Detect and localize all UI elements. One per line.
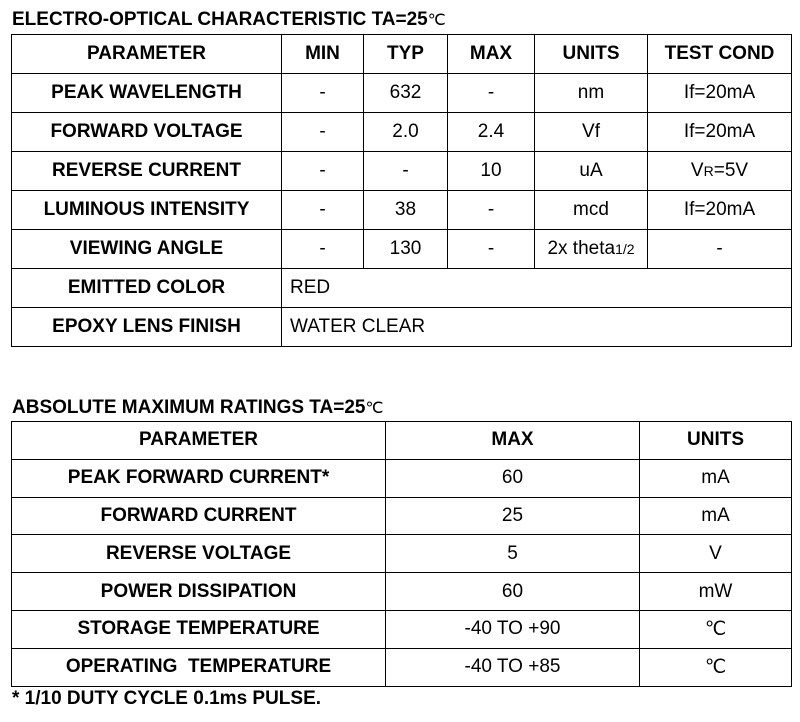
cond-main: V xyxy=(690,160,704,181)
col-header-test-cond: TEST COND xyxy=(648,35,792,74)
footnote: * 1/10 DUTY CYCLE 0.1ms PULSE. xyxy=(12,688,322,709)
table-row xyxy=(12,610,792,648)
table-header-row xyxy=(12,35,792,74)
table-row xyxy=(12,648,792,686)
typ-cell: 632 xyxy=(364,74,448,113)
col-header-units: UNITS xyxy=(535,35,648,74)
param-cell: FORWARD VOLTAGE xyxy=(12,113,282,152)
max-cell: -40 TO +85 xyxy=(386,648,640,686)
electro-optical-table xyxy=(11,34,792,347)
eo-title-text: ELECTRO-OPTICAL CHARACTERISTIC TA=25 xyxy=(12,9,428,30)
col-header-units: UNITS xyxy=(640,422,792,460)
amr-title xyxy=(12,397,383,420)
param-cell: VIEWING ANGLE xyxy=(12,230,282,269)
min-cell: - xyxy=(282,113,364,152)
units-cell xyxy=(535,230,648,269)
col-header-parameter: PARAMETER xyxy=(12,35,282,74)
param-cell: REVERSE CURRENT xyxy=(12,152,282,191)
amr-title-text: ABSOLUTE MAXIMUM RATINGS TA=25 xyxy=(12,397,366,418)
param-cell: PEAK WAVELENGTH xyxy=(12,74,282,113)
table-row xyxy=(12,269,792,308)
units-cell: mA xyxy=(640,459,792,497)
min-cell: - xyxy=(282,74,364,113)
lens-finish-value: WATER CLEAR xyxy=(282,308,792,347)
max-cell: 25 xyxy=(386,497,640,535)
cond-cell: - xyxy=(648,230,792,269)
units-subscript: 1/2 xyxy=(615,241,635,257)
cond-cell xyxy=(648,152,792,191)
emitted-color-value: RED xyxy=(282,269,792,308)
typ-cell: 130 xyxy=(364,230,448,269)
max-cell: 60 xyxy=(386,573,640,611)
param-cell: FORWARD CURRENT xyxy=(12,497,386,535)
typ-cell: - xyxy=(364,152,448,191)
min-cell: - xyxy=(282,152,364,191)
lens-finish-label: EPOXY LENS FINISH xyxy=(12,308,282,347)
col-header-parameter: PARAMETER xyxy=(12,422,386,460)
max-cell: - xyxy=(448,191,535,230)
table-row xyxy=(12,113,792,152)
max-cell: 60 xyxy=(386,459,640,497)
units-cell: nm xyxy=(535,74,648,113)
units-cell: ℃ xyxy=(640,648,792,686)
param-cell: REVERSE VOLTAGE xyxy=(12,535,386,573)
max-cell: -40 TO +90 xyxy=(386,610,640,648)
max-cell: 5 xyxy=(386,535,640,573)
table-row xyxy=(12,459,792,497)
units-cell: Vf xyxy=(535,113,648,152)
cond-cell: If=20mA xyxy=(648,191,792,230)
col-header-max: MAX xyxy=(448,35,535,74)
emitted-color-label: EMITTED COLOR xyxy=(12,269,282,308)
param-cell: OPERATING TEMPERATURE xyxy=(12,648,386,686)
amr-title-unit: ℃ xyxy=(365,400,384,417)
cond-rest: =5V xyxy=(713,160,749,181)
min-cell: - xyxy=(282,191,364,230)
table-row xyxy=(12,230,792,269)
max-cell: - xyxy=(448,230,535,269)
units-cell: uA xyxy=(535,152,648,191)
cond-cell: If=20mA xyxy=(648,74,792,113)
typ-cell: 2.0 xyxy=(364,113,448,152)
units-cell: mcd xyxy=(535,191,648,230)
max-cell: 2.4 xyxy=(448,113,535,152)
cond-subscript: R xyxy=(703,163,714,179)
col-header-max: MAX xyxy=(386,422,640,460)
table-row xyxy=(12,497,792,535)
units-main: 2x theta xyxy=(547,238,616,259)
units-cell: V xyxy=(640,535,792,573)
max-cell: 10 xyxy=(448,152,535,191)
col-header-min: MIN xyxy=(282,35,364,74)
table-row xyxy=(12,535,792,573)
min-cell: - xyxy=(282,230,364,269)
table-row xyxy=(12,152,792,191)
table-row xyxy=(12,191,792,230)
table-row xyxy=(12,308,792,347)
units-cell: mA xyxy=(640,497,792,535)
eo-title-unit: ℃ xyxy=(427,12,446,29)
table-row xyxy=(12,74,792,113)
param-cell: STORAGE TEMPERATURE xyxy=(12,610,386,648)
units-cell: ℃ xyxy=(640,610,792,648)
typ-cell: 38 xyxy=(364,191,448,230)
param-cell: POWER DISSIPATION xyxy=(12,573,386,611)
max-cell: - xyxy=(448,74,535,113)
cond-cell: If=20mA xyxy=(648,113,792,152)
eo-title xyxy=(12,9,446,32)
param-cell: PEAK FORWARD CURRENT* xyxy=(12,459,386,497)
param-cell: LUMINOUS INTENSITY xyxy=(12,191,282,230)
absolute-max-ratings-table xyxy=(11,421,792,687)
table-header-row xyxy=(12,422,792,460)
col-header-typ: TYP xyxy=(364,35,448,74)
units-cell: mW xyxy=(640,573,792,611)
table-row xyxy=(12,573,792,611)
